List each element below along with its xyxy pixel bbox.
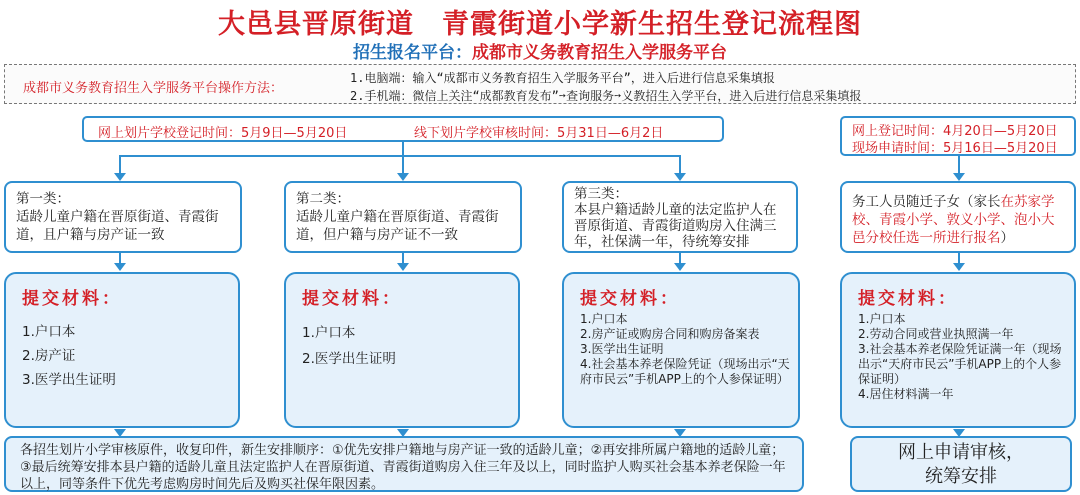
platform-value: 成都市义务教育招生入学服务平台 <box>472 43 727 63</box>
arrow-down-icon <box>953 173 965 181</box>
materials-list <box>858 312 1068 402</box>
list-item: 4.居住材料满一年 <box>858 387 954 401</box>
materials-box-2 <box>284 272 520 428</box>
final-step-line-2: 统筹安排 <box>925 466 997 487</box>
category-head: 第一类： <box>16 191 70 207</box>
materials-list <box>22 320 116 392</box>
list-item: 1.户口本 <box>858 312 906 326</box>
arrow-down-icon <box>114 173 126 181</box>
arrow-down-icon <box>953 263 965 271</box>
materials-title: 提交材料： <box>858 289 958 309</box>
side-online-time: 网上登记时间：4月20日—5月20日 <box>852 124 1058 139</box>
materials-title: 提交材料： <box>22 289 122 309</box>
list-item: 1.户口本 <box>302 325 356 341</box>
category-box-1 <box>4 181 242 253</box>
materials-list <box>580 312 790 387</box>
arrangement-note: 各招生划片小学审核原件，收复印件，新生安排顺序：①优先安排户籍地与房产证一致的适龄儿童；②再安排所属户籍地的适龄儿童；③最后统筹安排本县户籍的适龄儿童且法定监护人在晋原街道、青霞街道购房入住三年及以上，同时监护人购买社会基本养老保险一年以上，同等条件下优先考虑购房时间先后及购买社保年限因素。 <box>4 436 804 492</box>
list-item: 2.劳动合同或营业执照满一年 <box>858 327 1014 341</box>
category-box-4 <box>840 181 1076 253</box>
category-body-end: ） <box>1000 230 1014 246</box>
list-item: 3.医学出生证明 <box>22 372 116 388</box>
online-time: 网上划片学校登记时间：5月9日—5月20日 <box>98 126 348 141</box>
final-step-line-1: 网上申请审核， <box>898 442 1024 463</box>
arrow-down-icon <box>114 263 126 271</box>
list-item: 2.房产证 <box>22 348 76 364</box>
side-onsite-time: 现场申请时间：5月16日—5月20日 <box>852 141 1058 156</box>
connector-drop-3 <box>679 155 681 175</box>
category-body-highlight: 在苏家学校、青霞小学、敦义小学、泡小大邑分校任选一所进行报名 <box>852 194 1055 246</box>
materials-title: 提交材料： <box>580 289 680 309</box>
category-body: 务工人员随迁子女（家长 <box>852 194 1001 210</box>
list-item: 3.社会基本养老保险凭证满一年（现场出示“天府市民云”手机APP上的个人参保证明） <box>858 342 1062 386</box>
arrow-down-icon <box>397 263 409 271</box>
operation-method-pc: 1.电脑端：输入“成都市义务教育招生入学服务平台”，进入后进行信息采集填报 <box>350 71 775 85</box>
materials-list <box>302 320 396 372</box>
list-item: 3.医学出生证明 <box>580 342 664 356</box>
category-head: 第三类： <box>574 186 628 202</box>
category-body: 本县户籍适龄儿童的法定监护人在晋原街道、青霞街道购房入住满三年，社保满一年，待统筹安排 <box>574 202 777 250</box>
connector-drop-2 <box>402 155 404 175</box>
offline-time: 线下划片学校审核时间：5月31日—6月2日 <box>414 126 664 141</box>
connector-stem <box>402 142 404 156</box>
category-head: 第二类： <box>296 191 350 207</box>
materials-title: 提交材料： <box>302 289 402 309</box>
operation-method-box <box>4 64 1076 104</box>
operation-method-label: 成都市义务教育招生入学服务平台操作方法： <box>23 81 284 96</box>
list-item: 2.医学出生证明 <box>302 351 396 367</box>
arrow-down-icon <box>674 263 686 271</box>
category-body: 适龄儿童户籍在晋原街道、青霞街道，但户籍与房产证不一致 <box>296 209 499 243</box>
connector-bar <box>119 155 680 157</box>
list-item: 1.户口本 <box>22 324 76 340</box>
side-time-box <box>840 116 1076 156</box>
materials-box-1 <box>4 272 240 428</box>
platform-label: 招生报名平台： <box>353 43 472 63</box>
arrow-down-icon <box>674 173 686 181</box>
list-item: 2.房产证或购房合同和购房备案表 <box>580 327 760 341</box>
platform-line <box>0 38 1080 63</box>
final-step-box <box>850 436 1072 492</box>
main-time-box <box>82 116 724 142</box>
category-box-2 <box>284 181 522 253</box>
page-title: 大邑县晋原街道 青霞街道小学新生招生登记流程图 <box>218 9 862 40</box>
connector-drop-1 <box>119 155 121 175</box>
list-item: 4.社会基本养老保险凭证（现场出示“天府市民云”手机APP上的个人参保证明） <box>580 357 790 386</box>
category-box-3 <box>562 181 798 253</box>
materials-box-3 <box>562 272 800 428</box>
arrow-down-icon <box>397 173 409 181</box>
category-body: 适龄儿童户籍在晋原街道、青霞街道，且户籍与房产证一致 <box>16 209 219 243</box>
list-item: 1.户口本 <box>580 312 628 326</box>
operation-method-mobile: 2.手机端：微信上关注“成都教育发布”➙查询服务➙义教招生入学平台，进入后进行信息采集填报 <box>350 89 862 103</box>
materials-box-4 <box>840 272 1076 428</box>
